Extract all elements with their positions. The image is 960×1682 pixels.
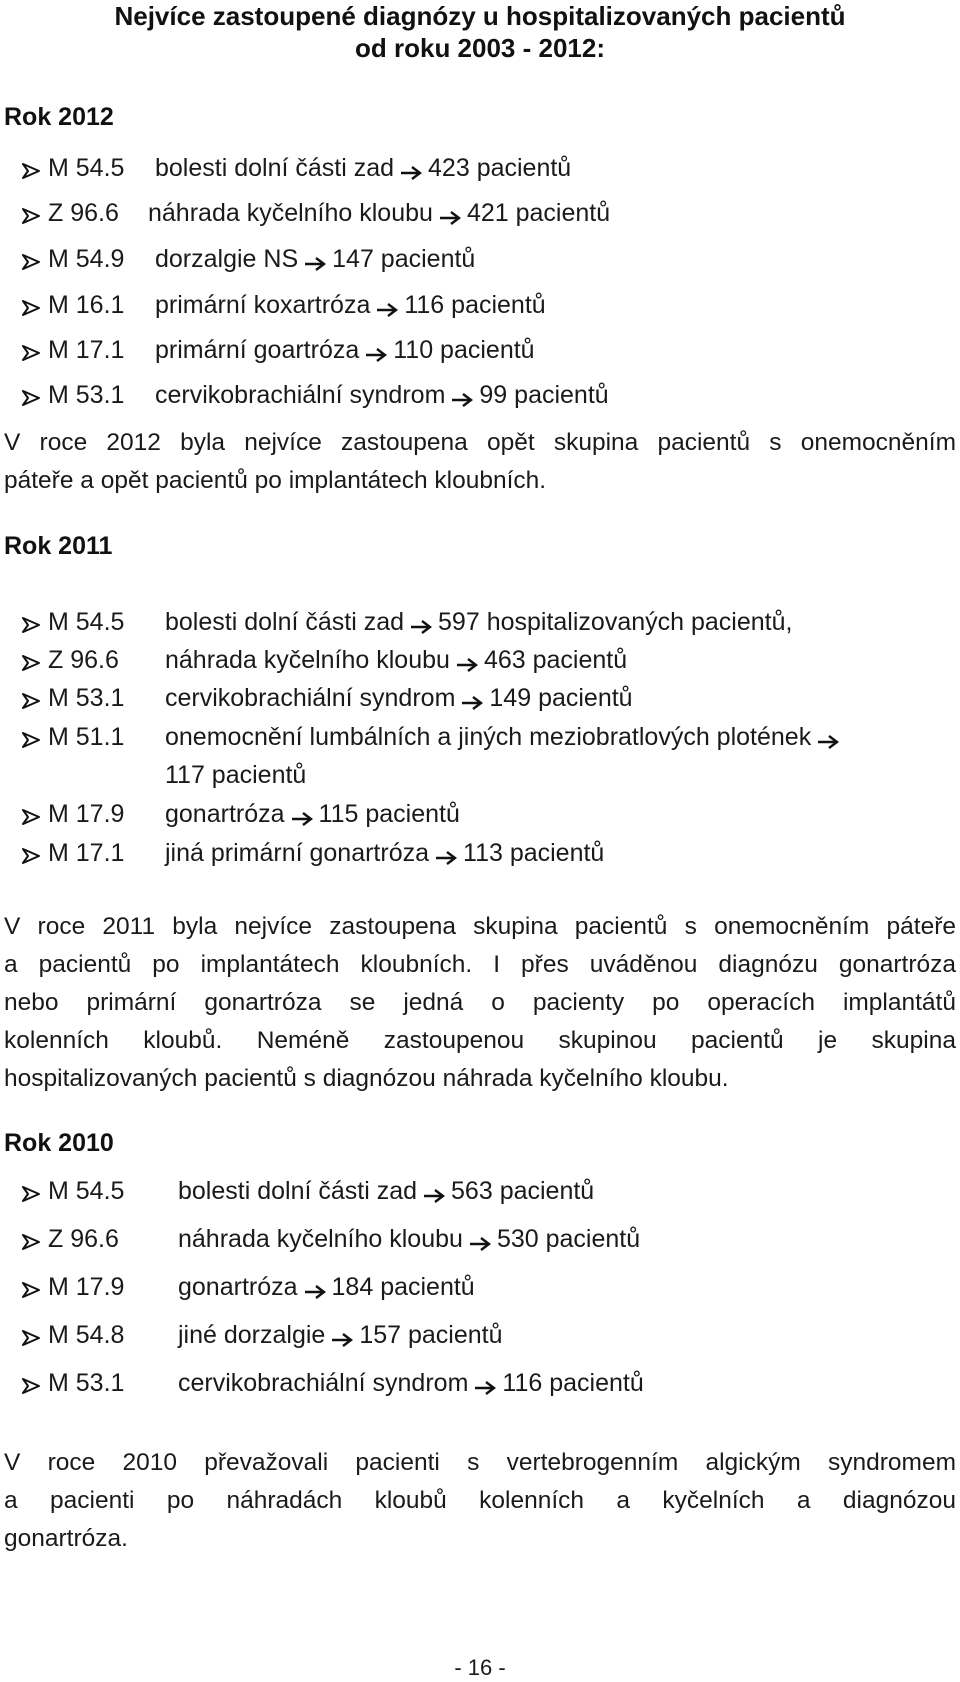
arrowhead-bullet-icon [20,729,42,751]
paragraph-line: páteře a opět pacientů po implantátech kloubních. [4,467,547,494]
right-arrow-icon [365,341,387,357]
paragraph-line: nebo primární gonartróza se jedná o pacienty po operacích implantátů [4,989,956,1016]
diagnosis-code: Z 96.6 [48,1225,119,1253]
patient-count: 99 pacientů [479,381,609,409]
diagnosis-code: M 17.1 [48,336,125,364]
diagnosis-code: M 54.5 [48,154,125,182]
year-heading-2012: Rok 2012 [4,103,114,131]
patient-count: 530 pacientů [496,1225,641,1253]
diagnosis-code: M 17.1 [48,839,125,867]
diagnosis-line [165,608,792,637]
paragraph-line: V roce 2010 převažovali pacienti s vertebrogenním algickým syndromem [4,1449,956,1476]
arrowhead-bullet-icon [20,297,42,319]
diagnosis-line [178,1273,475,1302]
paragraph-line: a pacienti po náhradách kloubů kolenních a kyčelních a diagnózou [4,1487,956,1514]
paragraph-line: gonartróza. [4,1525,128,1552]
diagnosis-code: M 53.1 [48,1369,125,1397]
page-title: Nejvíce zastoupené diagnózy u hospitalizovaných pacientů [114,1,846,31]
patient-count: 116 pacientů [502,1369,644,1397]
right-arrow-icon [461,689,483,705]
patient-count: 115 pacientů [318,800,460,828]
diagnosis-line [165,839,604,868]
paragraph-2011 [4,908,956,1098]
diagnosis-line [178,1225,640,1254]
arrowhead-bullet-icon [20,342,42,364]
patient-count: 113 pacientů [463,839,605,867]
paragraph-line: V roce 2011 byla nejvíce zastoupena skupina pacientů s onemocněním páteře [4,913,956,940]
paragraph-line: a pacientů po implantátech kloubních. I přes uváděnou diagnózu gonartróza [4,951,956,978]
right-arrow-icon [410,613,432,629]
right-arrow-icon [435,844,457,860]
arrowhead-bullet-icon [20,614,42,636]
diagnosis-description: primární goartróza [155,336,360,364]
diagnosis-description: gonartróza [165,800,285,828]
diagnosis-line [155,291,546,320]
paragraph-line: kolenních kloubů. Neméně zastoupenou skupinou pacientů je skupina [4,1027,956,1054]
arrowhead-bullet-icon [20,205,42,227]
arrowhead-bullet-icon [20,652,42,674]
arrowhead-bullet-icon [20,1375,42,1397]
paragraph-line: V roce 2012 byla nejvíce zastoupena opět skupina pacientů s onemocněním [4,429,956,456]
right-arrow-icon [456,651,478,667]
right-arrow-icon [423,1182,445,1198]
right-arrow-icon [439,204,461,220]
patient-count: 421 pacientů [466,199,611,227]
diagnosis-description: bolesti dolní části zad [155,154,395,182]
diagnosis-line [148,199,610,228]
patient-count: 147 pacientů [332,245,476,273]
right-arrow-icon [291,805,313,821]
diagnosis-line [155,381,609,410]
diagnosis-code: M 54.5 [48,608,125,636]
page-number: - 16 - [454,1655,506,1680]
diagnosis-description: primární koxartróza [155,291,371,319]
arrowhead-bullet-icon [20,1279,42,1301]
patient-count: 157 pacientů [359,1321,503,1349]
diagnosis-line [178,1369,644,1398]
arrowhead-bullet-icon [20,160,42,182]
diagnosis-description: náhrada kyčelního kloubu [165,646,450,674]
diagnosis-code: Z 96.6 [48,199,119,227]
patient-count: 597 hospitalizovaných pacientů, [438,608,793,636]
diagnosis-line [165,723,845,789]
diagnosis-line [165,646,627,675]
arrowhead-bullet-icon [20,1183,42,1205]
year-heading-2010: Rok 2010 [4,1129,114,1157]
arrowhead-bullet-icon [20,1327,42,1349]
page-subtitle: od roku 2003 - 2012: [355,33,605,63]
right-arrow-icon [304,1278,326,1294]
diagnosis-code: M 16.1 [48,291,125,319]
patient-count: 463 pacientů [483,646,628,674]
diagnosis-code: M 51.1 [48,723,125,751]
diagnosis-description: cervikobrachiální syndrom [165,684,456,712]
patient-count: 423 pacientů [428,154,572,182]
right-arrow-icon [469,1230,491,1246]
diagnosis-description: náhrada kyčelního kloubu [148,199,433,227]
diagnosis-line [155,336,535,365]
patient-count: 116 pacientů [404,291,546,319]
patient-count: 149 pacientů [489,684,633,712]
diagnosis-line [165,800,460,829]
diagnosis-description: jiná primární gonartróza [165,839,430,867]
patient-count: 117 pacientů [165,761,307,789]
diagnosis-code: M 17.9 [48,1273,125,1301]
paragraph-2010 [4,1444,956,1558]
arrowhead-bullet-icon [20,806,42,828]
diagnosis-line [155,154,571,183]
diagnosis-code: M 54.8 [48,1321,125,1349]
diagnosis-code: Z 96.6 [48,646,119,674]
right-arrow-icon [304,250,326,266]
right-arrow-icon [451,386,473,402]
diagnosis-description: jiné dorzalgie [178,1321,326,1349]
diagnosis-line [155,245,475,274]
diagnosis-code: M 54.9 [48,245,125,273]
diagnosis-line [165,684,633,713]
right-arrow-icon [474,1374,496,1390]
right-arrow-icon [817,728,839,744]
patient-count: 184 pacientů [331,1273,475,1301]
paragraph-2012 [4,424,956,500]
arrowhead-bullet-icon [20,1231,42,1253]
diagnosis-description: dorzalgie NS [155,245,299,273]
right-arrow-icon [376,296,398,312]
diagnosis-description: gonartróza [178,1273,298,1301]
diagnosis-description: cervikobrachiální syndrom [178,1369,469,1397]
diagnosis-description: náhrada kyčelního kloubu [178,1225,463,1253]
diagnosis-description: bolesti dolní části zad [165,608,405,636]
paragraph-line: hospitalizovaných pacientů s diagnózou náhrada kyčelního kloubu. [4,1065,729,1092]
diagnosis-code: M 17.9 [48,800,125,828]
right-arrow-icon [400,159,422,175]
arrowhead-bullet-icon [20,845,42,867]
arrowhead-bullet-icon [20,251,42,273]
arrowhead-bullet-icon [20,690,42,712]
diagnosis-code: M 53.1 [48,381,125,409]
diagnosis-description: onemocnění lumbálních a jiných meziobratlových plotének [165,723,812,751]
patient-count: 110 pacientů [393,336,535,364]
diagnosis-line [178,1177,594,1206]
diagnosis-code: M 54.5 [48,1177,125,1205]
patient-count: 563 pacientů [451,1177,595,1205]
right-arrow-icon [331,1326,353,1342]
diagnosis-line [178,1321,503,1350]
diagnosis-code: M 53.1 [48,684,125,712]
year-heading-2011: Rok 2011 [4,532,113,560]
arrowhead-bullet-icon [20,387,42,409]
diagnosis-description: cervikobrachiální syndrom [155,381,446,409]
diagnosis-description: bolesti dolní části zad [178,1177,418,1205]
